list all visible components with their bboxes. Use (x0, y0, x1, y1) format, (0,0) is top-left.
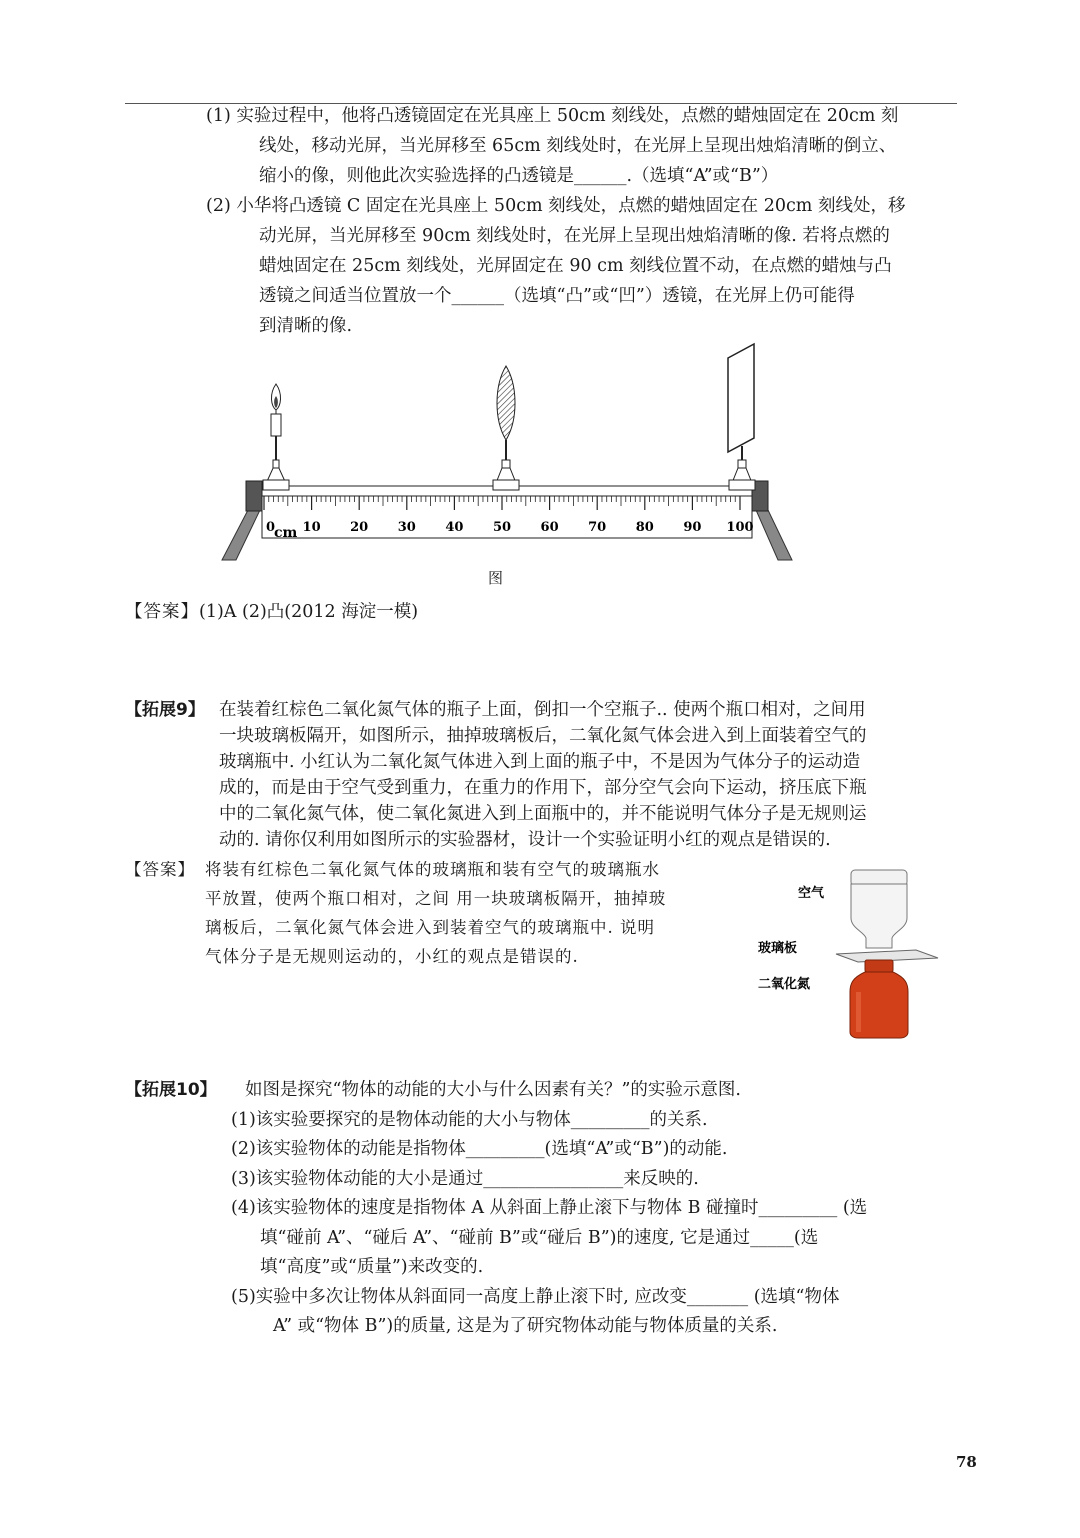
a9-line: 将装有红棕色二氧化氮气体的玻璃瓶和装有空气的玻璃瓶水 (205, 860, 660, 879)
ruler-label: 100 (726, 520, 754, 535)
ruler-label: 40 (445, 520, 464, 535)
q9-line: 一块玻璃板隔开，如图所示，抽掉玻璃板后，二氧化氮气体会进入到上面装着空气的 (219, 726, 867, 746)
ruler-label: 60 (540, 520, 559, 535)
a9-line: 璃板后，二氧化氮气体会进入到装着空气的玻璃瓶中. 说明 (205, 918, 655, 937)
optical-bench-figure (218, 338, 798, 568)
q10-item-3: (3)该实验物体动能的大小是通过________________来反映的. (231, 1168, 699, 1189)
part1-line-1: (1) 实验过程中，他将凸透镜固定在光具座上 50cm 刻线处，点燃的蜡烛固定在 20cm 刻 (206, 106, 899, 126)
q10-item-2: (2)该实验物体的动能是指物体_________(选填“A”或“B”)的动能. (231, 1139, 728, 1159)
label-air: 空气 (798, 886, 825, 901)
bottle-figure (748, 862, 948, 1042)
question-part-1 (206, 101, 958, 191)
part1-line-2: 线处，移动光屏，当光屏移至 65cm 刻线处时，在光屏上呈现出烛焰清晰的倒立、 (259, 136, 897, 156)
ruler-label: 80 (635, 520, 654, 535)
label-no2: 二氧化氮 (758, 977, 811, 992)
part2-line-5: 到清晰的像. (259, 316, 353, 336)
right-leg (756, 510, 792, 560)
answer-prev (125, 597, 418, 627)
q9-body (219, 697, 955, 853)
a9-line: 平放置，使两个瓶口相对，之间 用一块玻璃板隔开，抽掉玻 (205, 889, 667, 908)
answer-9 (125, 855, 735, 971)
q9-line: 中的二氧化氮气体，使二氧化氮进入到上面瓶中的，并不能说明气体分子是无规则运 (219, 804, 867, 824)
no2-bottle (850, 960, 908, 1038)
q10-item-4: (4)该实验物体的速度是指物体 A 从斜面上静止滚下与物体 B 碰撞时_________ (选 (231, 1198, 868, 1218)
ruler-label: 90 (683, 520, 702, 535)
ruler-label: 10 (302, 520, 321, 535)
q10-intro: 如图是探究“物体的动能的大小与什么因素有关？”的实验示意图. (245, 1080, 741, 1100)
light-screen (728, 344, 755, 490)
answer-text: (1)A (2)凸(2012 海淀一模) (199, 602, 419, 622)
q10-tag: 【拓展10】 (125, 1080, 217, 1100)
q9-line: 玻璃瓶中. 小红认为二氧化氮气体进入到上面的瓶子中，不是因为气体分子的运动造 (219, 752, 861, 772)
convex-lens (493, 366, 519, 490)
question-10 (125, 1076, 957, 1342)
ruler-label: 30 (397, 520, 416, 535)
air-bottle (851, 870, 907, 948)
q10-item-1: (1)该实验要探究的是物体动能的大小与物体_________的关系. (231, 1109, 708, 1130)
figure-caption: 图 (488, 569, 504, 587)
part2-line-4: 透镜之间适当位置放一个______（选填“凸”或“凹”）透镜，在光屏上仍可能得 (259, 286, 855, 306)
part1-line-3: 缩小的像，则他此次实验选择的凸透镜是______.（选填“A”或“B”） (259, 166, 779, 186)
part2-line-1: (2) 小华将凸透镜 C 固定在光具座上 50cm 刻线处，点燃的蜡烛固定在 20cm 刻线处，移 (206, 196, 906, 216)
question-part-2 (206, 191, 958, 341)
q10-item-5-cont: A” 或“物体 B”)的质量, 这是为了研究物体动能与物体质量的关系. (273, 1316, 778, 1336)
ruler-label: 50 (492, 520, 512, 535)
q10-item-4-cont: 填“碰前 A”、“碰后 A”、“碰前 B”或“碰后 B”)的速度, 它是通过_____(选 (260, 1227, 819, 1248)
q9-tag: 【拓展9】 (125, 700, 205, 720)
q9-line: 成的，而是由于空气受到重力，在重力的作用下，部分空气会向下运动，挤压底下瓶 (219, 778, 867, 798)
ruler-label: 70 (588, 520, 607, 535)
q10-item-4-cont2: 填“高度”或“质量”)来改变的. (260, 1257, 484, 1277)
question-9 (125, 697, 955, 853)
part2-line-3: 蜡烛固定在 25cm 刻线处，光屏固定在 90 cm 刻线位置不动，在点燃的蜡烛与凸 (259, 256, 892, 276)
q9-line: 在装着红棕色二氧化氮气体的瓶子上面，倒扣一个空瓶子.. 使两个瓶口相对，之间用 (219, 700, 866, 720)
ruler-label: 20 (350, 520, 369, 535)
a9-body (205, 855, 735, 971)
label-glass: 玻璃板 (758, 941, 798, 956)
part2-line-2: 动光屏，当光屏移至 90cm 刻线处时，在光屏上呈现出烛焰清晰的像. 若将点燃的 (259, 226, 890, 246)
q9-line: 动的. 请你仅利用如图所示的实验器材，设计一个实验证明小红的观点是错误的. (219, 830, 831, 850)
left-leg (222, 510, 260, 560)
ruler-label: 0 (266, 520, 276, 535)
candle (263, 384, 289, 490)
answer-tag: 【答案】 (125, 602, 199, 622)
ruler-unit: cm (274, 525, 298, 541)
a9-line: 气体分子是无规则运动的，小红的观点是错误的. (205, 947, 579, 966)
q10-item-5: (5)实验中多次让物体从斜面同一高度上静止滚下时, 应改变_______ (选填“物体 (231, 1286, 840, 1307)
a9-tag: 【答案】 (125, 860, 195, 879)
page-number: 78 (956, 1453, 977, 1471)
left-end-block (246, 481, 262, 511)
